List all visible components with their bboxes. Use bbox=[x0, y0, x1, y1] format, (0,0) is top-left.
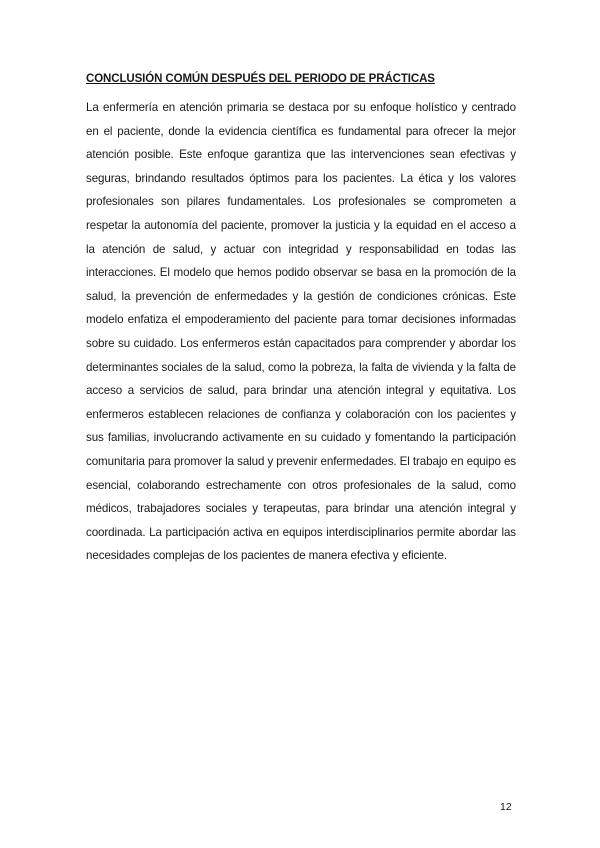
page-number: 12 bbox=[500, 801, 512, 813]
section-heading: CONCLUSIÓN COMÚN DESPUÉS DEL PERIODO DE PRÁCTICAS bbox=[86, 73, 435, 85]
body-paragraph: La enfermería en atención primaria se destaca por su enfoque holístico y centrado en el paciente, donde la evidencia científica es fundamental para ofrecer la mejor atención posible. Este enfoque garantiza que las intervenciones sean efectivas y seguras, brindando resultados óptimos para los pacientes. La ética y los valores profesionales son pilares fundamentales. Los profesionales se comprometen a respetar la autonomía del paciente, promover la justicia y la equidad en el acceso a la atención de salud, y actuar con integridad y responsabilidad en todas las interacciones. El modelo que hemos podido observar se basa en la promoción de la salud, la prevención de enfermedades y la gestión de condiciones crónicas. Este modelo enfatiza el empoderamiento del paciente para tomar decisiones informadas sobre su cuidado. Los enfermeros están capacitados para comprender y abordar los determinantes sociales de la salud, como la pobreza, la falta de vivienda y la falta de acceso a servicios de salud, para brindar una atención integral y equitativa. Los enfermeros establecen relaciones de confianza y colaboración con los pacientes y sus familias, involucrando activamente en su cuidado y fomentando la participación comunitaria para promover la salud y prevenir enfermedades. El trabajo en equipo es esencial, colaborando estrechamente con otros profesionales de la salud, como médicos, trabajadores sociales y terapeutas, para brindar una atención integral y coordinada. La participación activa en equipos interdisciplinarios permite abordar las necesidades complejas de los pacientes de manera efectiva y eficiente. bbox=[86, 101, 516, 563]
